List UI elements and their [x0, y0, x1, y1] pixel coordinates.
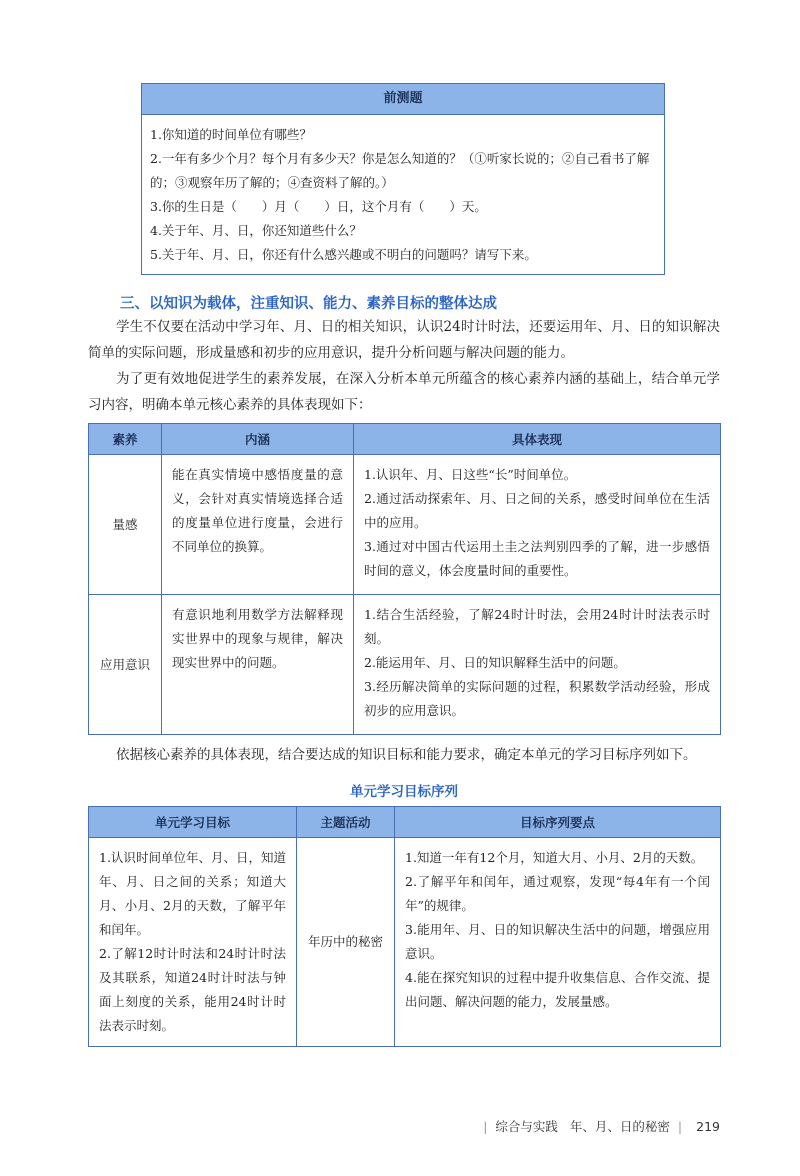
footer-divider: | — [483, 1119, 488, 1134]
theme-activity: 年历中的秘密 — [297, 838, 395, 1047]
column-header: 目标序列要点 — [395, 807, 721, 838]
literacy-table — [88, 423, 721, 735]
performance-item: 2.通过活动探索年、月、日之间的关系，感受时间单位在生活中的应用。 — [364, 491, 710, 530]
goal-point: 2.了解平年和闰年，通过观察，发现“每4年有一个闰年”的规律。 — [405, 874, 710, 913]
page-number: 219 — [696, 1119, 720, 1134]
table-header-row — [89, 424, 721, 455]
literacy-meaning: 有意识地利用数学方法解释现实世界中的现象与规律，解决现实世界中的问题。 — [162, 595, 354, 735]
goal-point: 4.能在探究知识的过程中提升收集信息、合作交流、提出问题、解决问题的能力，发展量感。 — [405, 970, 710, 1009]
literacy-name: 应用意识 — [89, 595, 162, 735]
column-header: 内涵 — [162, 424, 354, 455]
table-header-row — [89, 807, 721, 838]
table-row — [89, 455, 721, 595]
pretest-question: 1.你知道的时间单位有哪些？ — [150, 127, 312, 142]
pretest-question: 2.一年有多少个月？每个月有多少天？你是怎么知道的？（①听家长说的；②自己看书了解的；③观察年历了解的；④查资料了解的。） — [150, 151, 650, 190]
performance-item: 1.认识年、月、日这些“长”时间单位。 — [364, 467, 577, 482]
table-caption: 单元学习目标序列 — [350, 784, 458, 800]
pretest-question: 4.关于年、月、日，你还知道些什么？ — [150, 223, 362, 238]
footer-divider: | — [677, 1119, 683, 1134]
literacy-meaning: 能在真实情境中感悟度量的意义，会针对真实情境选择合适的度量单位进行度量，会进行不同单位的换算。 — [162, 455, 354, 595]
goal-item: 2.了解12时计时法和24时计时法及其联系，知道24时计时法与钟面上刻度的关系，能用24时计时法表示时刻。 — [99, 946, 286, 1033]
goal-points — [395, 838, 721, 1047]
pretest-question: 5.关于年、月、日，你还有什么感兴趣或不明白的问题吗？请写下来。 — [150, 247, 537, 262]
literacy-performance — [354, 455, 721, 595]
pretest-question: 3.你的生日是（ ）月（ ）日，这个月有（ ）天。 — [150, 199, 487, 214]
table-row — [89, 595, 721, 735]
pretest-box — [141, 83, 665, 275]
goal-table — [88, 806, 721, 1047]
footer-unit: 年、月、日的秘密 — [569, 1119, 670, 1134]
goal-point: 1.知道一年有12个月，知道大月、小月、2月的天数。 — [405, 850, 704, 865]
column-header: 素养 — [89, 424, 162, 455]
column-header: 主题活动 — [297, 807, 395, 838]
literacy-name: 量感 — [89, 455, 162, 595]
footer-section: 综合与实践 — [495, 1119, 558, 1134]
goal-item: 1.认识时间单位年、月、日，知道年、月、日之间的关系；知道大月、小月、2月的天数，了解平年和闰年。 — [99, 850, 286, 937]
column-header: 单元学习目标 — [89, 807, 297, 838]
unit-goals — [89, 838, 297, 1047]
column-header: 具体表现 — [354, 424, 721, 455]
table-row — [89, 838, 721, 1047]
paragraph-3: 依据核心素养的具体表现，结合要达成的知识目标和能力要求，确定本单元的学习目标序列如下。 — [116, 747, 697, 763]
pretest-title: 前测题 — [142, 84, 664, 115]
performance-item: 1.结合生活经验，了解24时计时法，会用24时计时法表示时刻。 — [364, 607, 710, 646]
performance-item: 3.经历解决简单的实际问题的过程，积累数学活动经验，形成初步的应用意识。 — [364, 679, 710, 718]
performance-item: 2.能运用年、月、日的知识解释生活中的问题。 — [364, 655, 626, 670]
goal-point: 3.能用年、月、日的知识解决生活中的问题，增强应用意识。 — [405, 922, 710, 961]
performance-item: 3.通过对中国古代运用土圭之法判别四季的了解，进一步感悟时间的意义，体会度量时间的重要性。 — [364, 539, 710, 578]
page-footer — [475, 1117, 720, 1135]
literacy-performance — [354, 595, 721, 735]
section-heading: 三、以知识为载体，注重知识、能力、素养目标的整体达成 — [120, 296, 497, 312]
paragraph-2: 为了更有效地促进学生的素养发展，在深入分析本单元所蕴含的核心素养内涵的基础上，结合单元学习内容，明确本单元核心素养的具体表现如下： — [88, 371, 720, 413]
paragraph-1: 学生不仅要在活动中学习年、月、日的相关知识，认识24时计时法，还要运用年、月、日的知识解决简单的实际问题，形成量感和初步的应用意识，提升分析问题与解决问题的能力。 — [88, 319, 720, 361]
pretest-questions — [142, 115, 664, 267]
